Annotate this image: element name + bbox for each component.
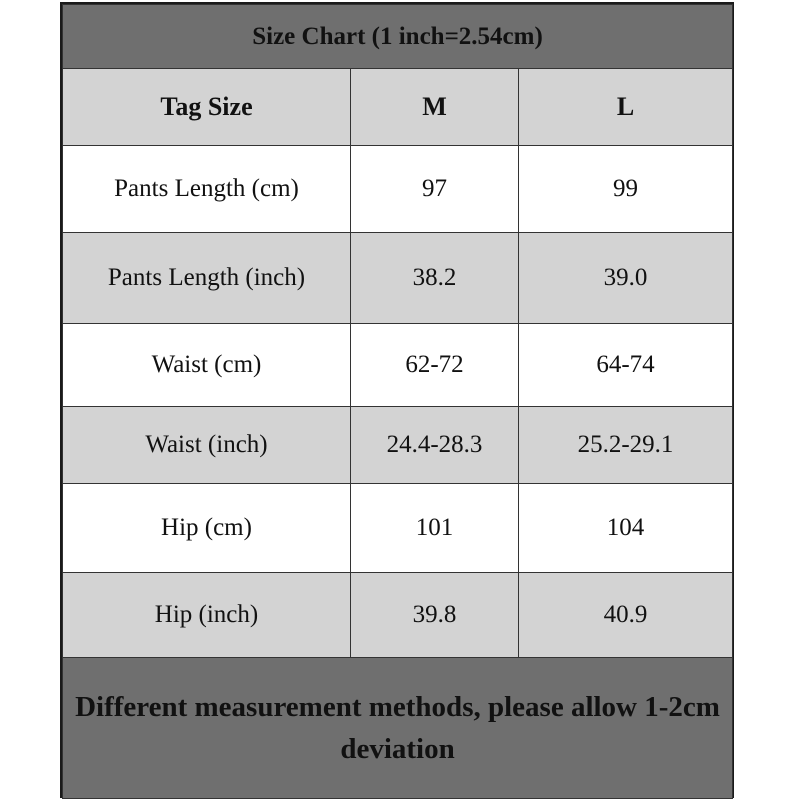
- value-m: 101: [351, 484, 519, 573]
- chart-title: Size Chart (1 inch=2.54cm): [63, 5, 733, 69]
- size-chart-table: [62, 4, 733, 799]
- table-row: [63, 407, 733, 484]
- row-label: Waist (cm): [63, 324, 351, 407]
- value-m: 38.2: [351, 233, 519, 324]
- value-l: 39.0: [519, 233, 733, 324]
- row-label: Waist (inch): [63, 407, 351, 484]
- value-m: 39.8: [351, 573, 519, 658]
- table-row: [63, 573, 733, 658]
- value-l: 64-74: [519, 324, 733, 407]
- table-row: [63, 484, 733, 573]
- value-m: 97: [351, 146, 519, 233]
- size-m-header: M: [351, 69, 519, 146]
- value-l: 99: [519, 146, 733, 233]
- tag-size-label: Tag Size: [63, 69, 351, 146]
- value-l: 25.2-29.1: [519, 407, 733, 484]
- row-label: Pants Length (cm): [63, 146, 351, 233]
- table-row: [63, 146, 733, 233]
- row-label: Pants Length (inch): [63, 233, 351, 324]
- size-chart: [60, 2, 734, 798]
- row-label: Hip (cm): [63, 484, 351, 573]
- table-row: [63, 324, 733, 407]
- value-m: 24.4-28.3: [351, 407, 519, 484]
- table-row: [63, 233, 733, 324]
- title-row: [63, 5, 733, 69]
- value-l: 104: [519, 484, 733, 573]
- size-l-header: L: [519, 69, 733, 146]
- note-row: [63, 658, 733, 799]
- header-row: [63, 69, 733, 146]
- value-m: 62-72: [351, 324, 519, 407]
- deviation-note: Different measurement methods, please allow 1-2cm deviation: [63, 658, 733, 799]
- value-l: 40.9: [519, 573, 733, 658]
- row-label: Hip (inch): [63, 573, 351, 658]
